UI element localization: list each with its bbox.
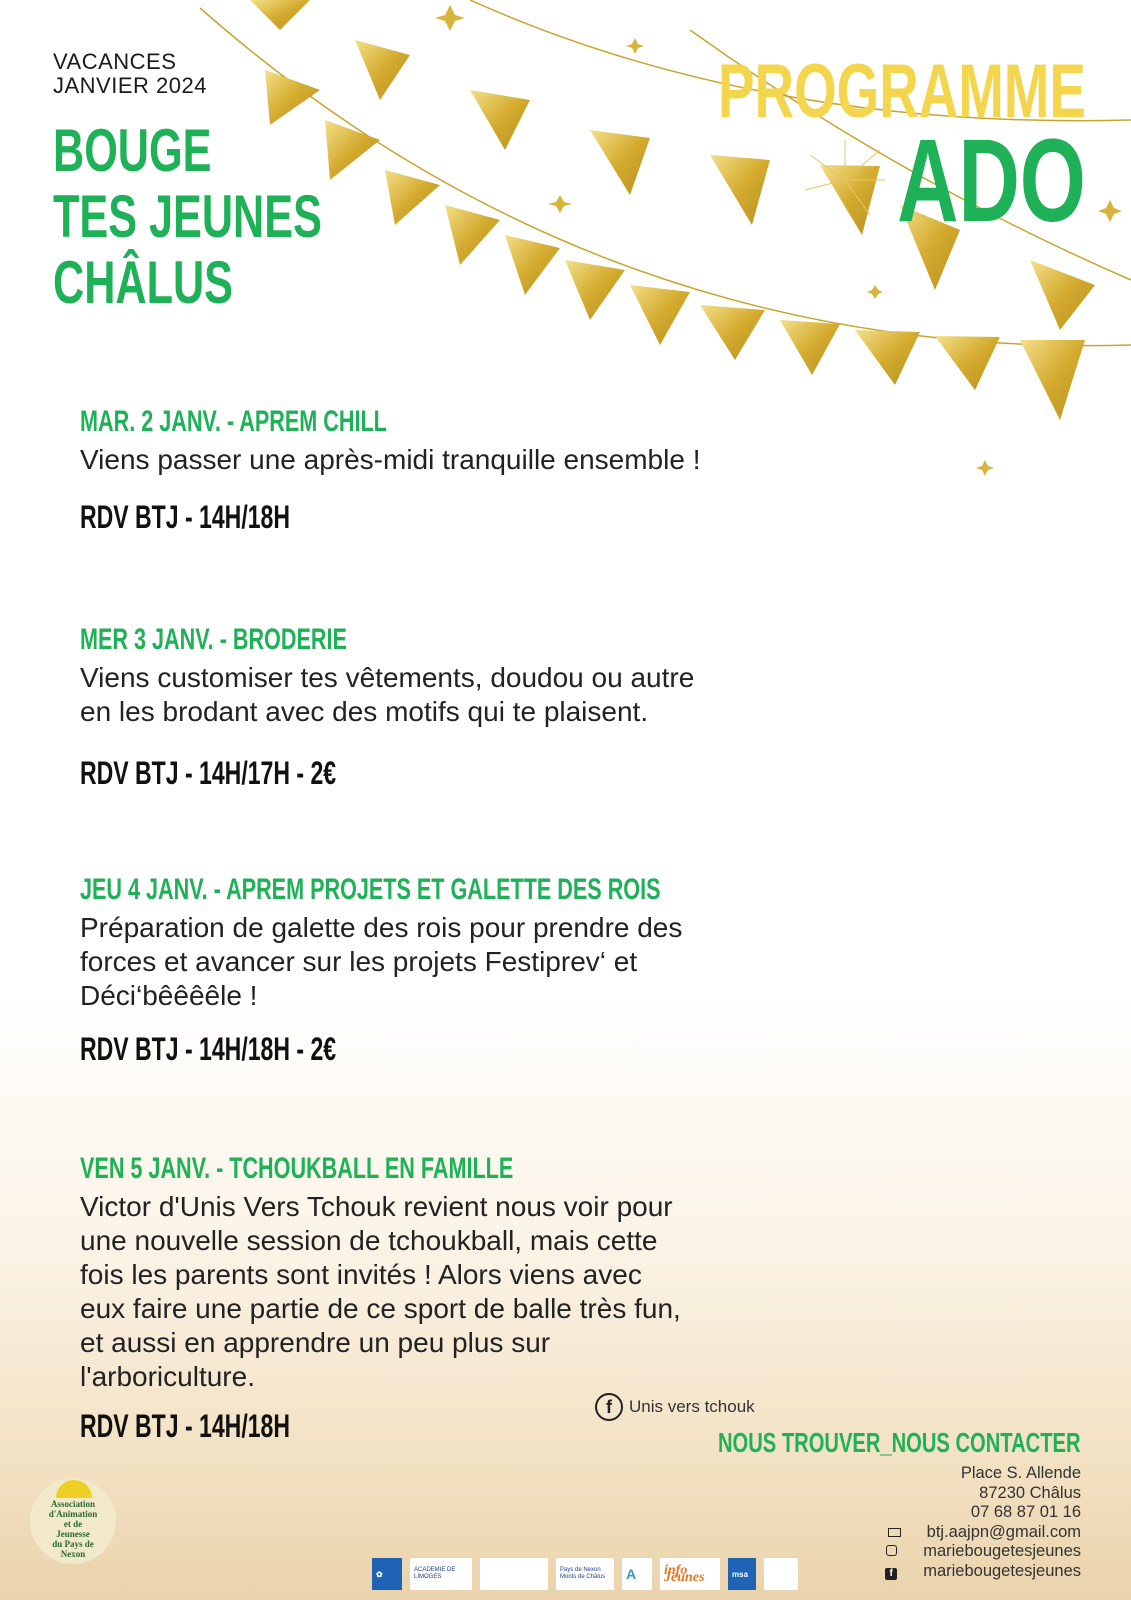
- event-title: JEU 4 JANV. - APREM PROJETS ET GALETTE DES ROIS: [80, 873, 661, 906]
- event-rdv: RDV BTJ - 14H/17H - 2€: [80, 755, 337, 791]
- facebook-page-link[interactable]: [595, 1393, 755, 1421]
- event-description: [80, 661, 840, 729]
- pays-nexon-logo: Pays de Nexon Monts de Châlus: [556, 1558, 614, 1590]
- logo-text-line: du Pays de: [52, 1539, 94, 1549]
- facebook-row[interactable]: [871, 1562, 1081, 1582]
- event-description-line: en les brodant avec des motifs qui te plaisent.: [80, 696, 649, 727]
- event-description-line: Viens customiser tes vêtements, doudou ou autre: [80, 662, 695, 693]
- logo-text-line: et de: [63, 1519, 83, 1529]
- org-line-2: TES JEUNES: [53, 183, 322, 250]
- contact-block: [871, 1464, 1081, 1582]
- event-description-line: une nouvelle session de tchoukball, mais cette: [80, 1225, 658, 1256]
- event-rdv: RDV BTJ - 14H/18H - 2€: [80, 1031, 337, 1067]
- academie-logo: ACADEMIE DE LIMOGES: [410, 1558, 472, 1590]
- msa-logo: msa: [728, 1558, 756, 1590]
- program-label: PROGRAMME: [718, 49, 1086, 134]
- event-description-line: Viens passer une après-midi tranquille ensemble !: [80, 444, 701, 475]
- program-heading: [575, 49, 1086, 247]
- sun-icon: [56, 1480, 92, 1498]
- event-rdv: RDV BTJ - 14H/18H: [80, 1408, 290, 1444]
- info-jeunes-logo: info Jeunes: [660, 1558, 720, 1590]
- facebook-page-label: Unis vers tchouk: [629, 1397, 755, 1416]
- instagram-icon: [871, 1542, 911, 1562]
- event-description: [80, 443, 840, 477]
- event-description-line: eux faire une partie de ce sport de balle très fun,: [80, 1293, 681, 1324]
- holiday-date: JANVIER 2024: [53, 73, 207, 98]
- event-description-line: forces et avancer sur les projets Festiprev‘ et: [80, 946, 638, 977]
- caf-logo: ✿: [372, 1558, 402, 1590]
- org-line-3: CHÂLUS: [53, 249, 233, 316]
- event-description-line: fois les parents sont invités ! Alors viens avec: [80, 1259, 642, 1290]
- contact-title: NOUS TROUVER_NOUS CONTACTER: [718, 1427, 1081, 1458]
- facebook-handle: mariebougetesjeunes: [923, 1561, 1081, 1580]
- instagram-row[interactable]: [871, 1542, 1081, 1562]
- msa-text-logo: [764, 1558, 798, 1590]
- instagram-handle: mariebougetesjeunes: [923, 1542, 1081, 1561]
- event-description-line: Déci‘bêêêêle !: [80, 980, 258, 1011]
- logo-text-line: Association: [50, 1499, 95, 1509]
- email-address: btj.aajpn@gmail.com: [926, 1522, 1081, 1541]
- event-item: [80, 623, 840, 791]
- partner-logos: [372, 1558, 798, 1590]
- facebook-icon: f: [595, 1393, 623, 1421]
- event-description: [80, 911, 840, 1013]
- event-title: MAR. 2 JANV. - APREM CHILL: [80, 405, 387, 438]
- region-logo: A: [622, 1558, 652, 1590]
- org-line-1: BOUGE: [53, 117, 212, 184]
- facebook-small-icon: f: [871, 1562, 911, 1582]
- event-item: [80, 405, 840, 535]
- event-description-line: Préparation de galette des rois pour prendre des: [80, 912, 683, 943]
- event-item: [80, 873, 840, 1067]
- logo-text-line: Jeunesse: [56, 1529, 90, 1539]
- logo-text-line: Nexon: [60, 1549, 86, 1559]
- holiday-period: [53, 50, 207, 98]
- logo-text-line: d'Animation: [48, 1509, 98, 1519]
- mail-icon: [875, 1523, 915, 1543]
- event-description-line: et aussi en apprendre un peu plus sur: [80, 1327, 551, 1358]
- holiday-label: VACANCES: [53, 49, 177, 74]
- program-audience: ADO: [897, 115, 1086, 247]
- event-title: VEN 5 JANV. - TCHOUKBALL EN FAMILLE: [80, 1152, 514, 1185]
- email-row[interactable]: [871, 1523, 1081, 1543]
- association-logo: [30, 1478, 116, 1564]
- event-description-line: Victor d'Unis Vers Tchouk revient nous voir pour: [80, 1191, 673, 1222]
- event-title: MER 3 JANV. - BRODERIE: [80, 623, 347, 656]
- address-street: Place S. Allende: [960, 1464, 1081, 1482]
- ministry-logo: [480, 1558, 548, 1590]
- phone-number: 07 68 87 01 16: [970, 1503, 1081, 1522]
- event-rdv: RDV BTJ - 14H/18H: [80, 499, 290, 535]
- event-description-line: l'arboriculture.: [80, 1361, 255, 1392]
- event-description: [80, 1190, 840, 1394]
- address-city: 87230 Châlus: [979, 1483, 1081, 1502]
- organization-name: [53, 118, 426, 316]
